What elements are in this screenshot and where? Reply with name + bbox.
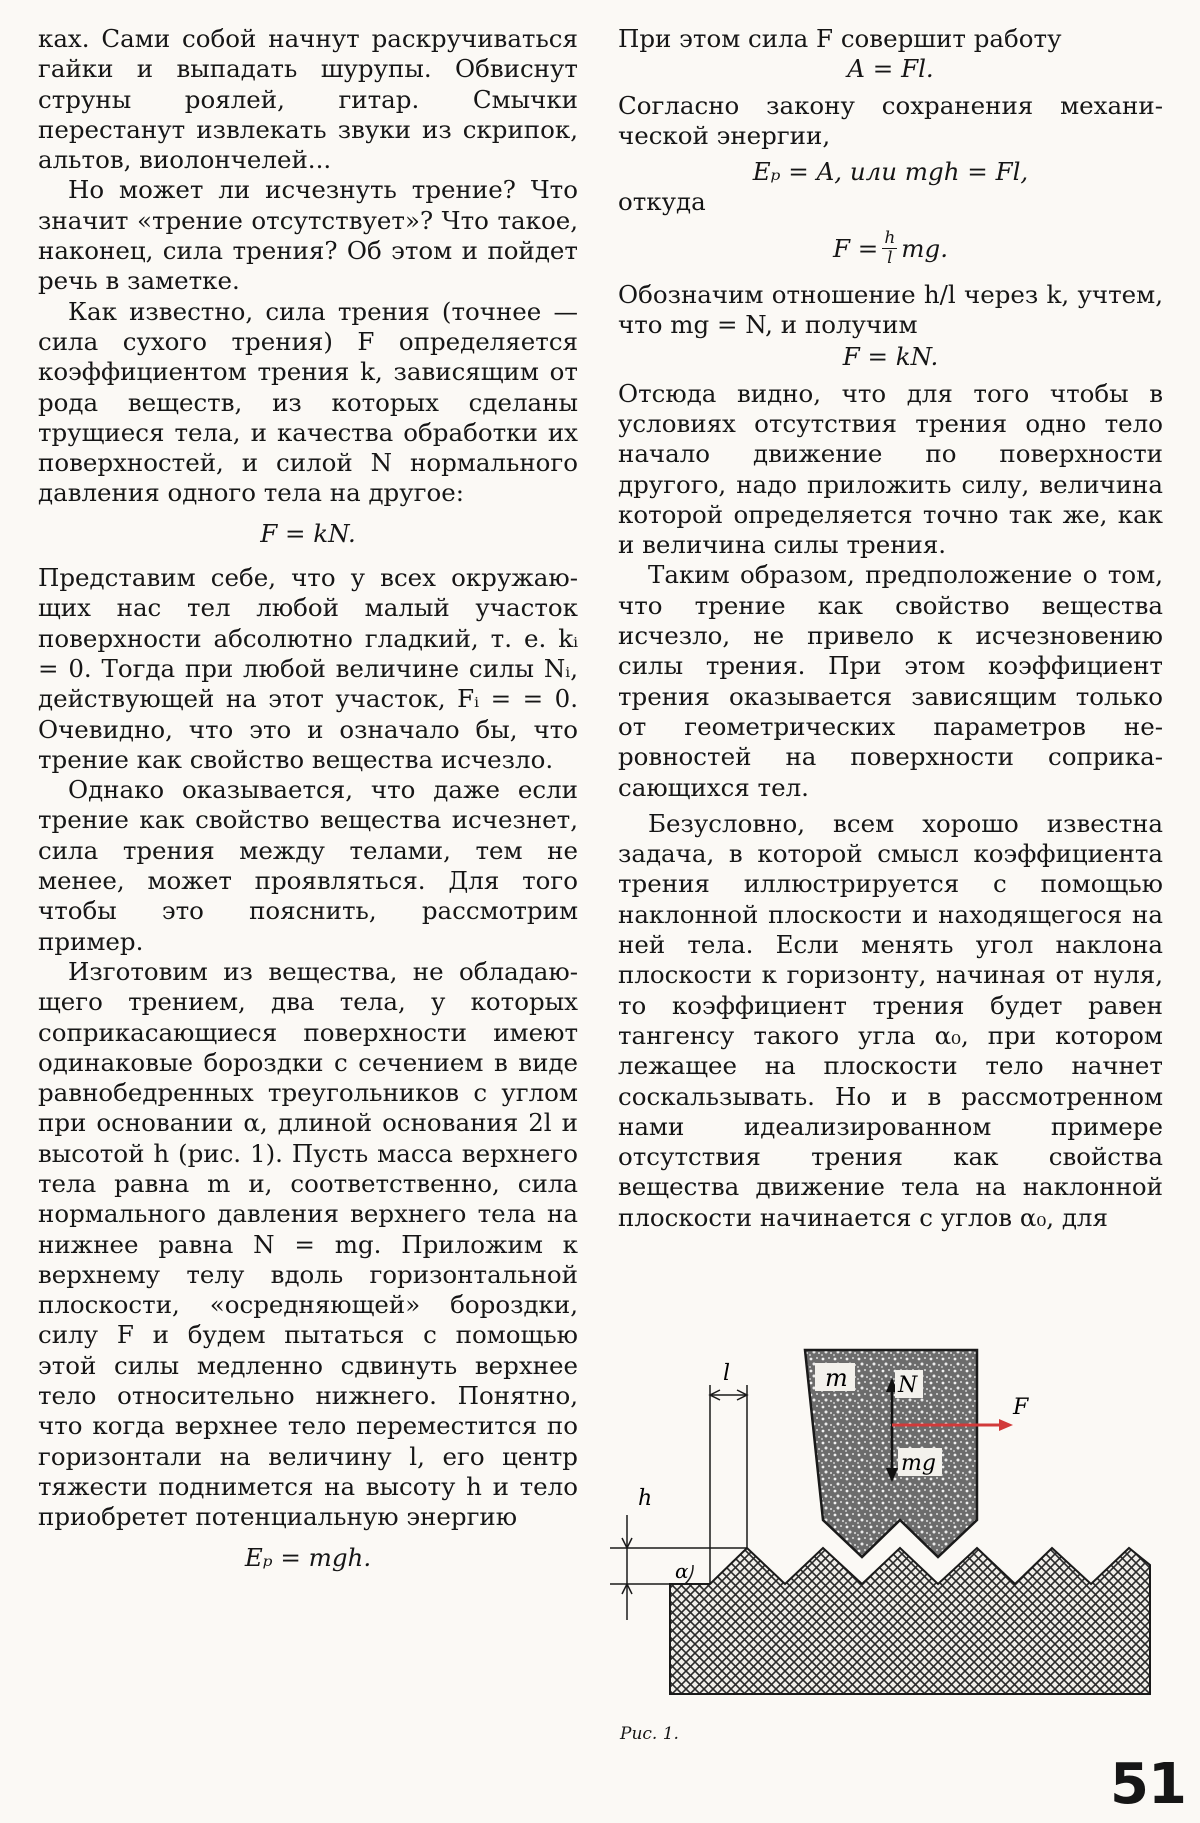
label-mg: mg <box>901 1451 936 1476</box>
lower-body <box>670 1548 1150 1694</box>
paragraph: При этом сила F совершит работу <box>618 24 1062 53</box>
paragraph: Как известно, сила трения (точнее — сила сухого трения) F определяется коэффициентом трения k, зависящим от рода веществ, из которых сделаны трущиеся тела, и качества обработки их поверхностей, и силой N нормального давления одного тела на другое: <box>38 296 578 508</box>
paragraph: Отсюда видно, что для того чтобы в условиях отсутствия трения одно тело начало движение по поверхности другого, надо приложить силу, величина которой определяется точно так же, как и величина силы трения. <box>618 378 1163 560</box>
paragraph: Изготовим из вещества, не обладающего трением, два тела, у которых соприкасающиеся поверхности имеют одинаковые бороздки с сечением в виде равнобедренных треугольников с углом при основании α, длиной основания 2l и высотой h (рис. 1). Пусть масса верхнего тела равна m и, соответственно, сила нормального давления верхнего тела на нижнее равна N = mg. Приложим к верхнему телу вдоль горизонтальной плоскости, «осредняющей» бороздки, силу F и будем пытаться с помощью этой силы медленно сдвинуть верхнее тело относительно нижнего. Понятно, что когда верхнее тело переместится по горизонтали на величину l, его центр тяжести поднимется на высоту h и тело приобретет потенциальную энергию <box>38 956 578 1532</box>
label-N: N <box>898 1373 918 1398</box>
formula: A = Fl. <box>847 54 934 84</box>
formula: F = kN. <box>842 342 939 372</box>
fraction-numerator: h <box>884 228 896 249</box>
formula-lhs: F = <box>833 233 879 263</box>
label-F: F <box>1013 1395 1029 1420</box>
paragraph: откуда <box>618 187 706 217</box>
paragraph: Но может ли исчезнуть трение? Что значит «трение отсутствует»? Что такое, наконец, сила трения? Об этом и пойдет речь в заметке. <box>38 175 578 296</box>
figure-caption: Рис. 1. <box>620 1724 679 1744</box>
paragraph: ках. Сами собой начнут раскручиваться гайки и выпадать шурупы. Обвиснут струны роялей, гитар. Смычки перестанут извлекать звуки из скрипок, альтов, виолончелей... <box>38 24 578 175</box>
label-l: l <box>723 1361 731 1386</box>
formula: F = kN. <box>260 518 356 548</box>
paragraph: Однако оказывается, что даже если трение как свойство вещества исчезнет, сила трения между телами, тем не менее, может проявляться. Для того чтобы это пояснить, рассмотрим пример. <box>38 775 578 956</box>
label-h: h <box>638 1486 653 1511</box>
figure-grooved-surfaces <box>605 1320 1165 1698</box>
right-column <box>618 24 1163 1233</box>
label-m: m <box>825 1364 848 1392</box>
fraction <box>882 229 897 268</box>
formula: Eₚ = mgh. <box>244 1542 372 1572</box>
paragraph: Обозначим отношение h/l через k, учтем, что mg = N, и получим <box>618 279 1163 340</box>
page-number: 51 <box>1110 1752 1186 1817</box>
F-arrowhead <box>999 1419 1013 1431</box>
formula-fraction <box>618 218 1163 280</box>
formula: Eₚ = A, или mgh = Fl, <box>752 157 1029 187</box>
paragraph: Согласно закону сохранения механической энергии, <box>618 90 1163 150</box>
paragraph: Таким образом, предположение о том, что трение как свойство вещества исчезло, не привело к исчезновению силы трения. При этом коэффициент трения оказывается зависящим только от геометрических параметров неровностей на поверхности соприкасающихся тел. <box>618 560 1163 802</box>
fraction-denominator: l <box>887 248 893 269</box>
formula-rhs: mg. <box>901 233 948 263</box>
label-alpha: α <box>675 1559 689 1583</box>
left-column <box>38 24 578 1573</box>
paragraph: Безусловно, всем хорошо известна задача, в которой смысл коэффициента трения иллюстрируется с помощью наклонной плоскости и находящегося на ней тела. Если менять угол наклона плоскости к горизонту, начиная от нуля, то коэффициент трения будет равен тангенсу такого угла α₀, при котором лежащее на плоскости тело начнет соскальзывать. Но и в рассмотренном нами идеализированном примере отсутствия трения как свойства вещества движение тела на наклонной плоскости начинается с углов α₀, для <box>618 808 1163 1232</box>
paragraph: Представим себе, что у всех окружающих нас тел любой малый участок поверхности абсолютно гладкий, т. е. kᵢ = 0. Тогда при любой величине силы Nᵢ, действующей на этот участок, Fᵢ = = 0. Очевидно, что это и означало бы, что трение как свойство вещества исчезло. <box>38 563 578 774</box>
